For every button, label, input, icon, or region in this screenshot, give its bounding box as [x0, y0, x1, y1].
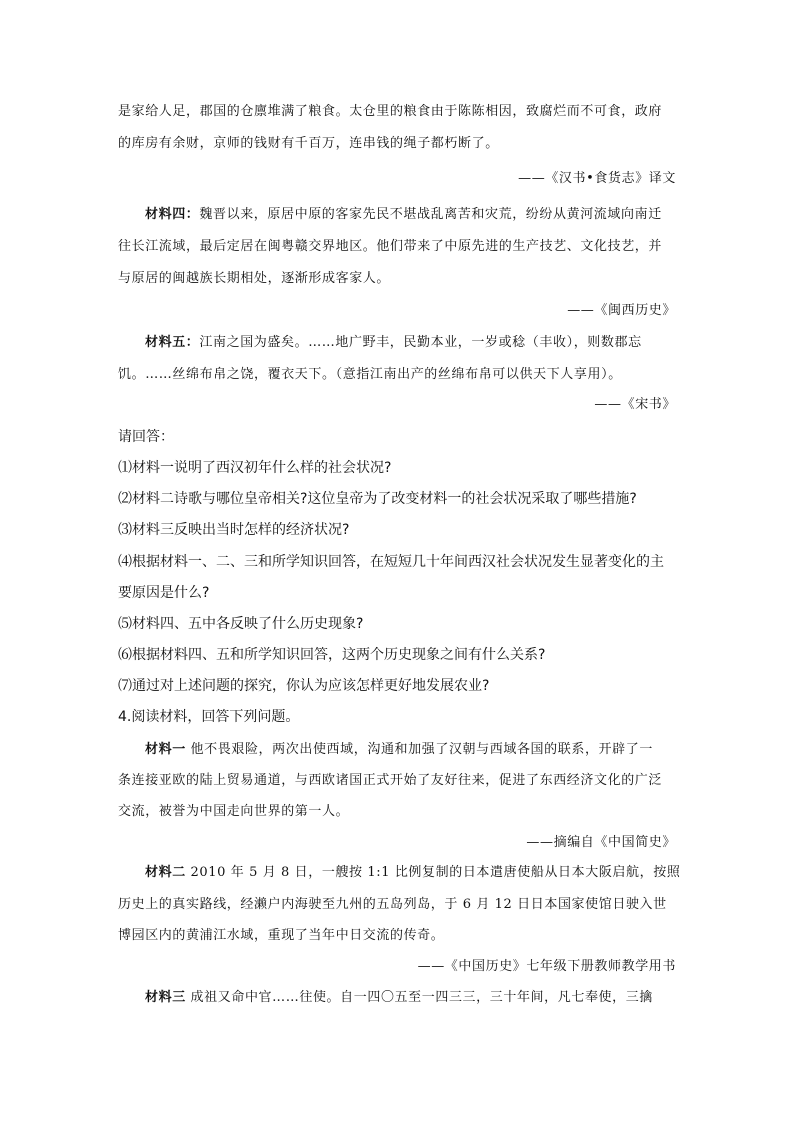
s4-material1-source: ——摘编自《中国简史》: [526, 835, 676, 850]
material4-source: ——《闽西历史》: [567, 303, 676, 318]
s4-material2-source: ——《中国历史》七年级下册教师教学用书: [417, 959, 676, 974]
s4-material3-label: 材料三: [145, 990, 186, 1005]
material4-line-3: 与原居的闽越族长期相处，逐渐形成客家人。: [118, 271, 391, 286]
material5-label: 材料五：: [145, 335, 200, 350]
material5-line-2: 饥。……丝绵布帛之饶，覆衣天下。（意指江南出产的丝绵布帛可以供天下人享用）。: [118, 367, 622, 382]
section4-heading: 4.阅读材料，回答下列问题。: [118, 709, 300, 725]
material4-line-1: [145, 206, 678, 224]
material5-text-1: 江南之国为盛矣。……地广野丰，民勤本业，一岁或稔（丰收），则数郡忘: [199, 335, 642, 350]
s4-material2-line-3: 博园区内的黄浦江水域，重现了当年中日交流的传奇。: [118, 928, 445, 943]
material4-text-1: 魏晋以来，原居中原的客家先民不堪战乱离苦和灾荒，纷纷从黄河流域向南迁: [199, 207, 662, 222]
question-5: ⑸材料四、五中各反映了什么历史现象?: [118, 616, 364, 632]
material4-line-2: 往长江流域，最后定居在闽粤赣交界地区。他们带来了中原先进的生产技艺、文化技艺，并: [118, 239, 663, 254]
question-3: ⑶材料三反映出当时怎样的经济状况?: [118, 522, 350, 538]
s4-material3-line-1: [145, 989, 678, 1007]
question-2: ⑵材料二诗歌与哪位皇帝相关?这位皇帝为了改变材料一的社会状况采取了哪些措施?: [118, 491, 637, 507]
s4-material1-line-1: [145, 741, 678, 759]
question-7: ⑺通过对上述问题的探究，你认为应该怎样更好地发展农业?: [118, 678, 490, 694]
question-4-line-1: ⑷根据材料一、二、三和所学知识回答，在短短几十年间西汉社会状况发生显著变化的主: [118, 554, 664, 570]
s4-material1-line-2: 条连接亚欧的陆上贸易通道，与西欧诸国正式开始了友好往来，促进了东西经济文化的广泛: [118, 773, 663, 788]
material5-source: ——《宋书》: [594, 397, 676, 412]
s4-material1-line-3: 交流，被誉为中国走向世界的第一人。: [118, 804, 350, 819]
s4-material1-label: 材料一: [145, 742, 186, 757]
s4-material2-line-2: 历史上的真实路线，经濑户内海驶至九州的五岛列岛，于 6 月 12 日日本国家使馆日驶入世: [118, 897, 667, 912]
questions-intro: 请回答：: [118, 429, 174, 445]
s4-material3-text-1: 成祖又命中官……往使。自一四〇五至一四三三，三十年间，凡七奉使，三擒: [185, 990, 653, 1005]
material3-line-1: 是家给人足，郡国的仓廪堆满了粮食。太仓里的粮食由于陈陈相因，致腐烂而不可食，政府: [118, 104, 663, 119]
question-1: ⑴材料一说明了西汉初年什么样的社会状况?: [118, 460, 392, 476]
material3-source: ——《汉书•食货志》译文: [518, 171, 676, 186]
s4-material2-label: 材料二: [145, 865, 186, 880]
s4-material1-text-1: 他不畏艰险，两次出使西域，沟通和加强了汉朝与西域各国的联系，开辟了一: [185, 742, 653, 757]
question-6: ⑹根据材料四、五和所学知识回答，这两个历史现象之间有什么关系?: [118, 647, 546, 663]
material5-line-1: [145, 334, 678, 352]
material4-label: 材料四：: [145, 207, 200, 222]
s4-material2-text-1: 2010 年 5 月 8 日，一艘按 1:1 比例复制的日本遣唐使船从日本大阪启航，按照: [185, 865, 681, 880]
s4-material2-line-1: [145, 864, 681, 882]
question-4-line-2: 要原因是什么?: [118, 585, 210, 601]
material3-line-2: 的库房有余财，京师的钱财有千百万，连串钱的绳子都朽断了。: [118, 136, 499, 151]
